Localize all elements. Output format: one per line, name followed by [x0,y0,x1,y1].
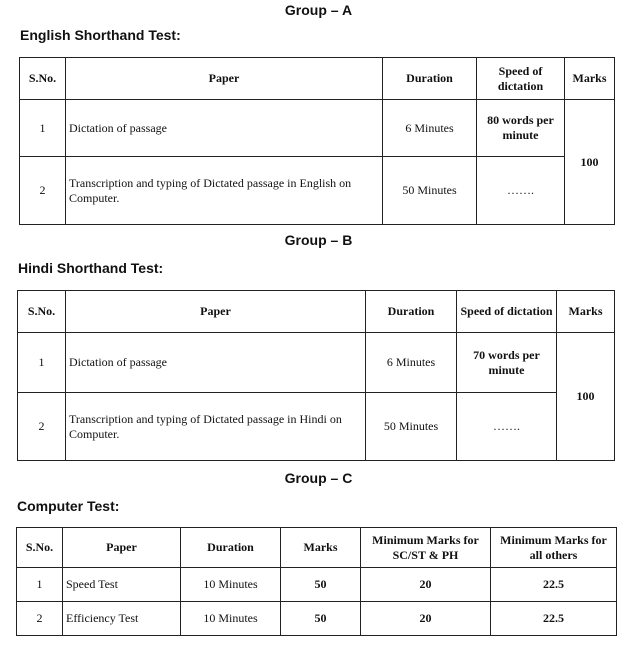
header-marks: Marks [281,528,361,568]
row-duration: 6 Minutes [366,333,457,393]
row-marks: 50 [281,568,361,602]
row-min-marks-others: 22.5 [491,568,617,602]
english-shorthand-table [19,57,615,225]
header-duration: Duration [181,528,281,568]
row-speed: 80 words per minute [477,100,565,157]
row-speed: ……. [477,157,565,225]
header-marks: Marks [557,291,615,333]
table-row [17,568,617,602]
header-sno: S.No. [18,291,66,333]
group-c-title: Group – C [284,470,353,486]
header-paper: Paper [63,528,181,568]
header-speed: Speed of dictation [477,58,565,100]
row-marks: 50 [281,602,361,636]
header-sno: S.No. [17,528,63,568]
header-duration: Duration [383,58,477,100]
header-duration: Duration [366,291,457,333]
group-a-title: Group – A [284,2,353,18]
hindi-shorthand-heading: Hindi Shorthand Test: [18,260,164,276]
computer-test-table [16,527,617,636]
row-paper: Efficiency Test [63,602,181,636]
header-paper: Paper [66,58,383,100]
row-sno: 2 [18,393,66,461]
header-speed: Speed of dictation [457,291,557,333]
group-b-title: Group – B [284,232,353,248]
computer-test-heading: Computer Test: [17,498,120,514]
row-paper: Dictation of passage [66,333,366,393]
row-speed: 70 words per minute [457,333,557,393]
hindi-shorthand-table [17,290,615,461]
row-duration: 10 Minutes [181,568,281,602]
row-min-marks-others: 22.5 [491,602,617,636]
marks-cell: 100 [557,333,615,461]
row-sno: 2 [17,602,63,636]
row-duration: 10 Minutes [181,602,281,636]
row-min-marks-sc: 20 [361,602,491,636]
header-min-marks-sc: Minimum Marks for SC/ST & PH [361,528,491,568]
header-marks: Marks [565,58,615,100]
table-row [20,100,615,157]
table-row [18,393,615,461]
row-duration: 6 Minutes [383,100,477,157]
row-min-marks-sc: 20 [361,568,491,602]
row-paper: Transcription and typing of Dictated passage in Hindi on Computer. [66,393,366,461]
row-paper: Dictation of passage [66,100,383,157]
header-min-marks-others: Minimum Marks for all others [491,528,617,568]
header-paper: Paper [66,291,366,333]
table-row [20,157,615,225]
table-row [18,333,615,393]
row-sno: 1 [18,333,66,393]
row-duration: 50 Minutes [383,157,477,225]
table-row [17,602,617,636]
row-duration: 50 Minutes [366,393,457,461]
row-paper: Speed Test [63,568,181,602]
english-shorthand-heading: English Shorthand Test: [20,27,181,43]
marks-cell: 100 [565,100,615,225]
header-sno: S.No. [20,58,66,100]
row-paper: Transcription and typing of Dictated passage in English on Computer. [66,157,383,225]
row-sno: 1 [17,568,63,602]
row-sno: 1 [20,100,66,157]
row-speed: ……. [457,393,557,461]
row-sno: 2 [20,157,66,225]
